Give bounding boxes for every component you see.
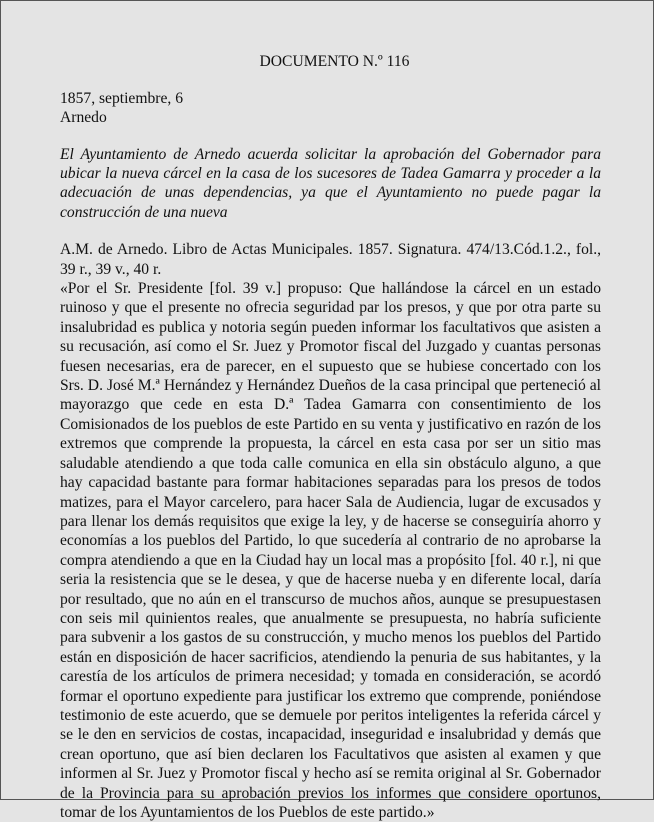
document-date: 1857, septiembre, 6: [60, 90, 183, 108]
document-source: A.M. de Arnedo. Libro de Actas Municipales. 1857. Signatura. 474/13.Cód.1.2., fol., 39 r., 39 v., 40 r.: [60, 241, 601, 278]
document-place: Arnedo: [60, 109, 107, 127]
document-summary: El Ayuntamiento de Arnedo acuerda solicitar la aprobación del Gobernador para ubicar la nueva cárcel en la casa de los sucesores de Tadea Gamarra y proceder a la adecuación de unas dependencias, ya que el Ayuntamiento no puede pagar la construcción de una nueva: [60, 145, 601, 221]
document-page: [60, 52, 601, 822]
document-title: DOCUMENTO N.º 116: [259, 53, 410, 70]
document-body: «Por el Sr. Presidente [fol. 39 v.] propuso: Que hallándose la cárcel en un estado ruinoso y que el presente no ofrecia seguridad par los presos, y que por otra parte su insalubridad es publica y notoria según pueden informar los facultativos que asisten a su recusación, así como el Sr. Juez y Promotor fiscal del Juzgado y cuantas personas fuesen necesarias, era de parecer, en el supuesto que se hubiese concertado con los Srs. D. José M.ª Hernández y Hernández Dueños de la casa principal que perteneció al mayorazgo que cede en esta D.ª Tadea Gamarra con consentimiento de los Comisionados de los pueblos de este Partido en su venta y justificativo en razón de los extremos que comprende la propuesta, la cárcel en esta casa por ser un sitio mas saludable atendiendo a que toda calle comunica en ella sin obstáculo alguno, a que hay capacidad bastante para formar habitaciones separadas para los presos de todos matizes, para el Mayor carcelero, para hacer Sala de Audiencia, lugar de excusados y para llenar los demás requisitos que exige la ley, y de hacerse se conseguiría ahorro y economías a los pueblos del Partido, lo que sucedería al contrario de no aprobarse la compra atendiendo a que en la Ciudad hay un local mas a propósito [fol. 40 r.], ni que seria la resistencia que se le desea, y que de hacerse nueba y en diferente local, daría por resultado, que no aún en el transcurso de muchos años, aunque se presupuestasen con seis mil quinientos reales, que anualmente se presupuesta, no habría suficiente para subvenir a los gastos de su construcción, y mucho menos los pueblos del Partido están en disposición de hacer sacrificios, atendiendo la penuria de sus habitantes, y la carestía de los artículos de primera necesidad; y tomada en consideración, se acordó formar el oportuno expediente para justificar los extremo que comprende, poniéndose testimonio de este acuerdo, que se demuele por peritos inteligentes la referida cárcel y se le den en servicios de costas, incapacidad, inseguridad e insalubridad y demás que crean oportuno, que así bien declaren los Facultativos que asisten al examen y que informen al Sr. Juez y Promotor fiscal y hecho así se remita original al Sr. Gobernador de la Provincia para su aprobación previos los informes que considere oportunos, tomar de los Ayuntamientos de los Pueblos de este partido.»: [60, 280, 601, 822]
